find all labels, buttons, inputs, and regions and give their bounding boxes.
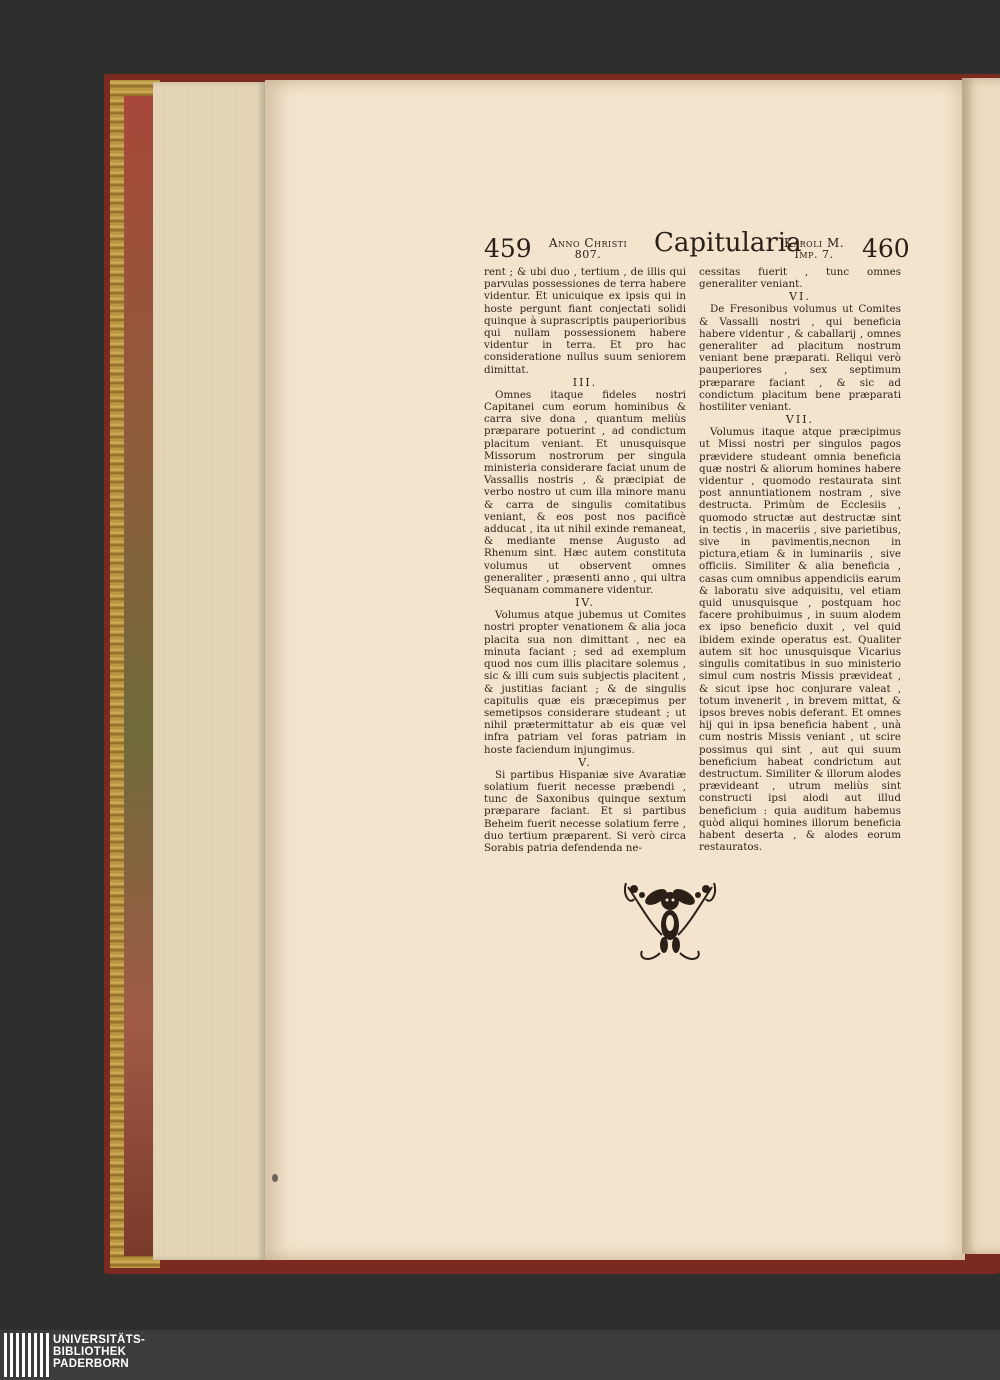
page-title: Capitularia (654, 228, 802, 258)
right-page-number: 460 (862, 234, 910, 263)
text-paragraph: cessitas fuerit , tunc omnes generaliter veniant. (699, 266, 901, 291)
text-paragraph: Si partibus Hispaniæ sive Avaratiæ solatium fuerit necesse præbendi , tunc de Saxonibus quinque sextum præparare faciant. Et si partibus Beheim fuerit necesse solatium ferre , duo tertium præparent. Si verò circa Sorabis patria defendenda ne- (484, 768, 686, 854)
section-heading: VII. (785, 413, 815, 427)
running-head-text: Anno Christi (548, 236, 628, 250)
left-running-head (546, 237, 630, 261)
library-footer (0, 1330, 1000, 1380)
footer-line-1: UNIVERSITÄTS- (53, 1334, 146, 1346)
left-page-number: 459 (484, 234, 532, 263)
page-spot (272, 1174, 278, 1182)
footer-line-2: BIBLIOTHEK (53, 1346, 127, 1358)
footer-line-3: PADERBORN (53, 1358, 129, 1370)
text-paragraph: Volumus itaque atque præcipimus ut Missi nostri per singulos pagos prævidere studeant omnia beneficia quæ nostri & aliorum homines habere videntur , quomodo restaurata sint post annuntiationem nostram , sive destructa. Primùm de Ecclesiis , quomodo structæ aut destructæ sint in tectis , in maceriis , sive parietibus, sive in pavimentis,necnon in pictura,etiam & in luminariis , sive officiis. Similiter & alia beneficia , casas cum omnibus appendiciis earum & laboratu sive adquisitu, vel etiam quid unusquisque , postquam hoc facere prohibuimus , in suum alodem ex ipso beneficio duxit , vel quid ibidem exinde operatus est. Qualiter autem sit hoc unusquisque Vicarius singulis comitatibus in suo ministerio simul cum nostris Missis prævideat , & sicut ipse hoc conjurare valeat , totum invenerit , in brevem mittat, & ipsos breves nobis deferant. Et omnes hij qui in ipsa beneficia habent , unà cum nostris Missis veniant , ut scire possimus qui sint , aut qui suum beneficium habeat condrictum aut destructum. Similiter & illorum alodes prævideant , utrum meliùs sint constructi ipsi alodi aut illud beneficium : quia auditum habemus quòd aliqui homines illorum beneficia habent deserta , & alodes eorum restauratos. (699, 426, 901, 854)
text-paragraph: Omnes itaque fideles nostri Capitanei cum eorum hominibus & carra sive dona , quantum meliùs præparare potuerint , ad condictum placitum veniant. Et unusquisque Missorum nostrorum per singula ministeria considerare faciat unum de Vassallis nostris , & præcipiat de verbo nostro ut cum illa minore manu & carra de singulis comitatibus veniant, & eos post nos pacificè adducat , ita ut nihil exinde remaneat, & mediante mense Augusto ad Rhenum sint. Hæc autem constituta volumus ut observent omnes generaliter , præsenti anno , qui ultra Sequanam commanere videntur. (484, 388, 686, 597)
section-heading: V. (578, 755, 592, 769)
section-heading: IV. (575, 596, 595, 610)
running-head-text: Karoli M. (783, 236, 845, 250)
section-heading: VI. (789, 290, 811, 304)
text-paragraph: Volumus atque jubemus ut Comites nostri propter venationem & alia joca placita sua non dimittant , nec ea minuta faciant ; sed ad exemplum quod nos cum illis placitare solemus , sic & illi cum suis subjectis placitent , & justitias faciant ; & de singulis capitulis quæ eis præcepimus per semetipsos considerare studeant ; ut nihil prætermittatur ab eis quæ vel infra patriam vel foras patriam in hoste faciendum injungimus. (484, 609, 686, 756)
right-text-column (699, 266, 901, 853)
text-paragraph: rent ; & ubi duo , tertium , de illis qui parvulas possessiones de terra habere videntur. Et unicuique ex ipsis qui in hoste pergunt fiant conjectati solidi quinque à suprascriptis pauperioribus qui nullam possessionem habere videntur in terra. Et pro hac consideratione nullus suum seniorem dimittat. (484, 266, 686, 376)
facing-page-edge (962, 78, 1000, 1254)
running-head-year: 807. (574, 248, 602, 261)
page-edges (153, 82, 265, 1260)
cherub-ornament-icon (620, 875, 720, 965)
section-heading: III. (572, 375, 598, 389)
right-running-head (778, 237, 850, 261)
left-text-column (484, 266, 686, 854)
running-head-sub: Imp. 7. (794, 248, 834, 261)
text-paragraph: De Fresonibus volumus ut Comites & Vassalli nostri , qui beneficia habere videntur , & caballarij , omnes generaliter ad placitum nostrum veniant bene præparati. Reliqui verò pauperiores , sex septimum præparare faciant , & sic ad condictum placitum bene præparati hostiliter veniant. (699, 303, 901, 414)
marbled-endpaper (124, 96, 154, 1256)
